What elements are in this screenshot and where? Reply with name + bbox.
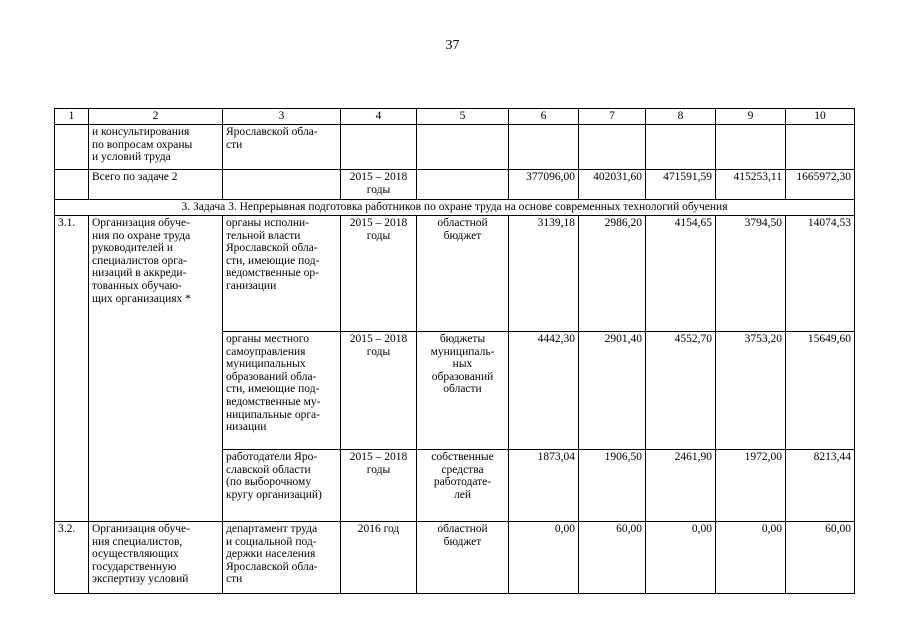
header-cell: 6 <box>509 109 579 125</box>
cell-period: 2015 – 2018 годы <box>341 216 417 332</box>
cell-value: 0,00 <box>646 522 716 594</box>
cell-number <box>55 125 89 170</box>
cell-value: 1906,50 <box>579 450 646 522</box>
cell-value: 1972,00 <box>716 450 786 522</box>
cell-empty <box>646 125 716 170</box>
table-header-row <box>55 109 855 125</box>
cell-period: 2015 – 2018 годы <box>341 450 417 522</box>
header-cell: 7 <box>579 109 646 125</box>
cell-measure-name: и консультирования по вопросам охраны и условий труда <box>89 125 223 170</box>
cell-empty <box>716 125 786 170</box>
header-cell: 3 <box>223 109 341 125</box>
header-cell: 4 <box>341 109 417 125</box>
cell-value: 14074,53 <box>786 216 855 332</box>
cell-value: 2461,90 <box>646 450 716 522</box>
header-cell: 2 <box>89 109 223 125</box>
cell-source: бюджеты муниципаль- ных образований области <box>417 332 509 450</box>
cell-value: 60,00 <box>579 522 646 594</box>
cell-total-label: Всего по задаче 2 <box>89 170 223 200</box>
cell-value: 2901,40 <box>579 332 646 450</box>
cell-executor: работодатели Яро- славской области (по выборочному кругу организаций) <box>223 450 341 522</box>
table-row-continuation <box>55 125 855 170</box>
program-table <box>54 108 855 594</box>
cell-executor: Ярославской обла- сти <box>223 125 341 170</box>
cell-value: 3753,20 <box>716 332 786 450</box>
header-cell: 9 <box>716 109 786 125</box>
cell-value: 4442,30 <box>509 332 579 450</box>
cell-measure-name: Организация обуче- ния специалистов, осуществляющих государственную экспертизу условий <box>89 522 223 594</box>
cell-value: 402031,60 <box>579 170 646 200</box>
cell-value: 1665972,30 <box>786 170 855 200</box>
cell-value: 471591,59 <box>646 170 716 200</box>
header-cell: 8 <box>646 109 716 125</box>
header-cell: 10 <box>786 109 855 125</box>
cell-number: 3.1. <box>55 216 89 522</box>
table-row-3-2 <box>55 522 855 594</box>
cell-period: 2016 год <box>341 522 417 594</box>
table-row-3-1-a <box>55 216 855 332</box>
cell-number: 3.2. <box>55 522 89 594</box>
cell-value: 1873,04 <box>509 450 579 522</box>
cell-source: собственные средства работодате- лей <box>417 450 509 522</box>
cell-value: 4154,65 <box>646 216 716 332</box>
task-3-title: 3. Задача 3. Непрерывная подготовка работников по охране труда на основе современных технологий обучения <box>55 200 855 216</box>
cell-source: областной бюджет <box>417 216 509 332</box>
cell-value: 8213,44 <box>786 450 855 522</box>
cell-empty <box>417 125 509 170</box>
cell-empty <box>786 125 855 170</box>
cell-empty <box>341 125 417 170</box>
cell-empty <box>417 170 509 200</box>
cell-value: 3139,18 <box>509 216 579 332</box>
page-number: 37 <box>445 38 460 53</box>
cell-empty <box>579 125 646 170</box>
cell-value: 415253,11 <box>716 170 786 200</box>
cell-empty <box>223 170 341 200</box>
cell-value: 377096,00 <box>509 170 579 200</box>
cell-value: 0,00 <box>716 522 786 594</box>
cell-value: 2986,20 <box>579 216 646 332</box>
cell-value: 4552,70 <box>646 332 716 450</box>
cell-value: 60,00 <box>786 522 855 594</box>
table-row-total-task-2 <box>55 170 855 200</box>
cell-value: 15649,60 <box>786 332 855 450</box>
cell-value: 3794,50 <box>716 216 786 332</box>
cell-value: 0,00 <box>509 522 579 594</box>
header-cell: 5 <box>417 109 509 125</box>
cell-measure-name: Организация обуче- ния по охране труда руководителей и специалистов орга- низаций в аккреди- тованных обучаю- щих организациях * <box>89 216 223 522</box>
cell-empty <box>55 170 89 200</box>
header-cell: 1 <box>55 109 89 125</box>
cell-period: 2015 – 2018 годы <box>341 332 417 450</box>
cell-source: областной бюджет <box>417 522 509 594</box>
task-3-title-row <box>55 200 855 216</box>
cell-executor: департамент труда и социальной под- держки населения Ярославской обла- сти <box>223 522 341 594</box>
cell-executor: органы местного самоуправления муниципальных образований обла- сти, имеющие под- ведомственные му- ниципальные орга- низации <box>223 332 341 450</box>
cell-period: 2015 – 2018 годы <box>341 170 417 200</box>
cell-empty <box>509 125 579 170</box>
cell-executor: органы исполни- тельной власти Ярославской обла- сти, имеющие под- ведомственные ор- ганизации <box>223 216 341 332</box>
